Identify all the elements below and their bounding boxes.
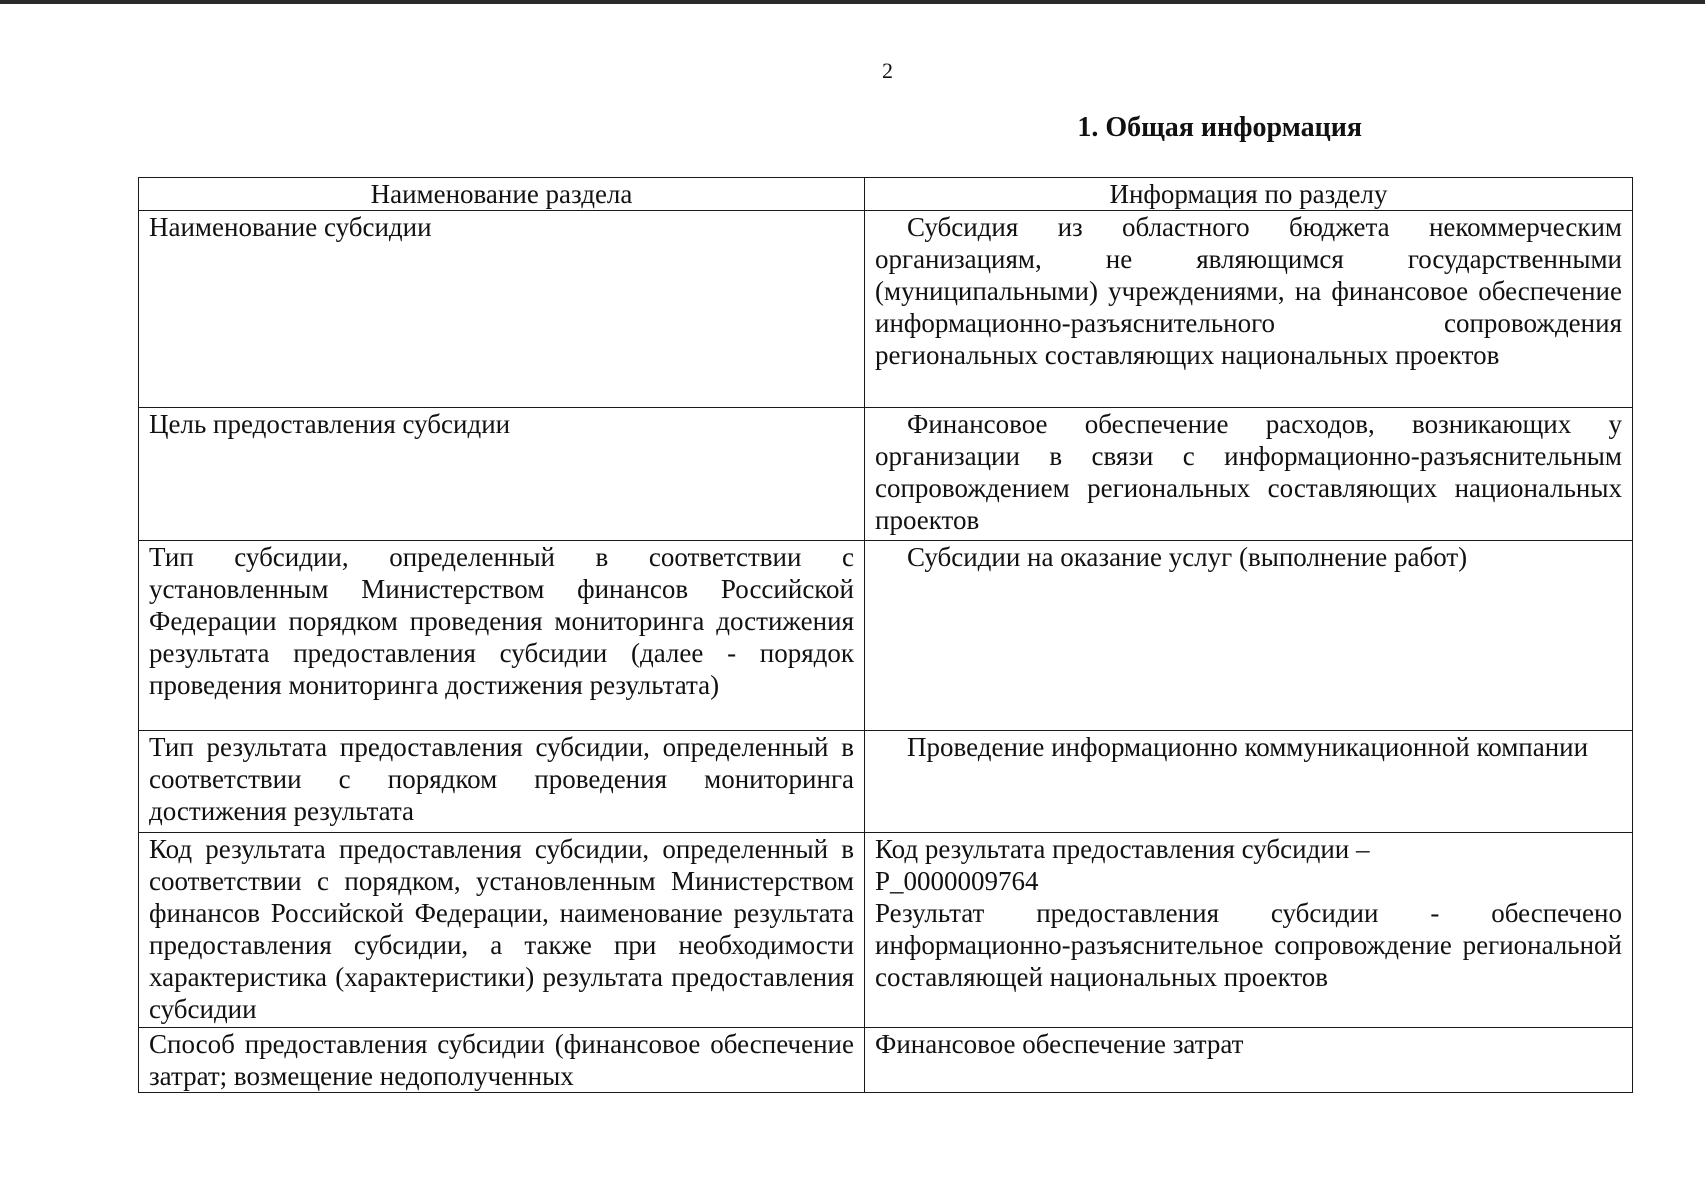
table-row	[139, 1028, 1633, 1093]
cell-section-name: Цель предоставления субсидии	[139, 408, 865, 541]
cell-section-info	[865, 541, 1633, 731]
cell-section-info: Финансовое обеспечение затрат	[865, 1028, 1633, 1093]
scan-edge	[0, 0, 1705, 4]
cell-info-text: Субсидии на оказание услуг (выполнение работ)	[907, 542, 1468, 572]
header-section-name: Наименование раздела	[139, 178, 865, 211]
cell-info-text: Субсидия из областного бюджета некоммерческим организациям, не являющимся государственными (муниципальными) учреждениями, на финансовое обеспечение информационно-разъяснительного сопровождения региональных составляющих национальных проектов	[875, 212, 1622, 370]
cell-section-name: Тип субсидии, определенный в соответствии с установленным Министерством финансов Российской Федерации порядком проведения мониторинга достижения результата предоставления субсидии (далее - порядок проведения мониторинга достижения результата)	[139, 541, 865, 731]
cell-section-name: Наименование субсидии	[139, 211, 865, 408]
result-code-value: Р_0000009764	[875, 866, 1039, 896]
page-number: 2	[882, 58, 893, 83]
cell-section-info	[865, 833, 1633, 1028]
cell-info-text: Финансовое обеспечение расходов, возникающих у организации в связи с информационно-разъяснительным сопровождением региональных составляющих национальных проектов	[875, 409, 1622, 535]
cell-section-info	[865, 211, 1633, 408]
table-row	[139, 408, 1633, 541]
cell-section-name: Тип результата предоставления субсидии, определенный в соответствии с порядком проведения мониторинга достижения результата	[139, 731, 865, 833]
general-info-table	[138, 177, 1633, 1093]
table-header-row	[139, 178, 1633, 211]
section-title: 1. Общая информация	[1077, 112, 1362, 143]
cell-info-text: Проведение информационно коммуникационной компании	[907, 732, 1589, 762]
header-section-info: Информация по разделу	[865, 178, 1633, 211]
cell-section-name: Код результата предоставления субсидии, определенный в соответствии с порядком, установленным Министерством финансов Российской Федерации, наименование результата предоставления субсидии, а также при необходимости характеристика (характеристики) результата предоставления субсидии	[139, 833, 865, 1028]
cell-section-info	[865, 731, 1633, 833]
table-row	[139, 211, 1633, 408]
table-row	[139, 731, 1633, 833]
cell-section-info	[865, 408, 1633, 541]
result-code-label: Код результата предоставления субсидии –	[875, 834, 1370, 864]
cell-section-name: Способ предоставления субсидии (финансовое обеспечение затрат; возмещение недополученных	[139, 1028, 865, 1093]
cell-info-text: Результат предоставления субсидии - обеспечено информационно-разъяснительное сопровождение региональной составляющей национальных проектов	[875, 898, 1622, 992]
table-row	[139, 541, 1633, 731]
table-row	[139, 833, 1633, 1028]
